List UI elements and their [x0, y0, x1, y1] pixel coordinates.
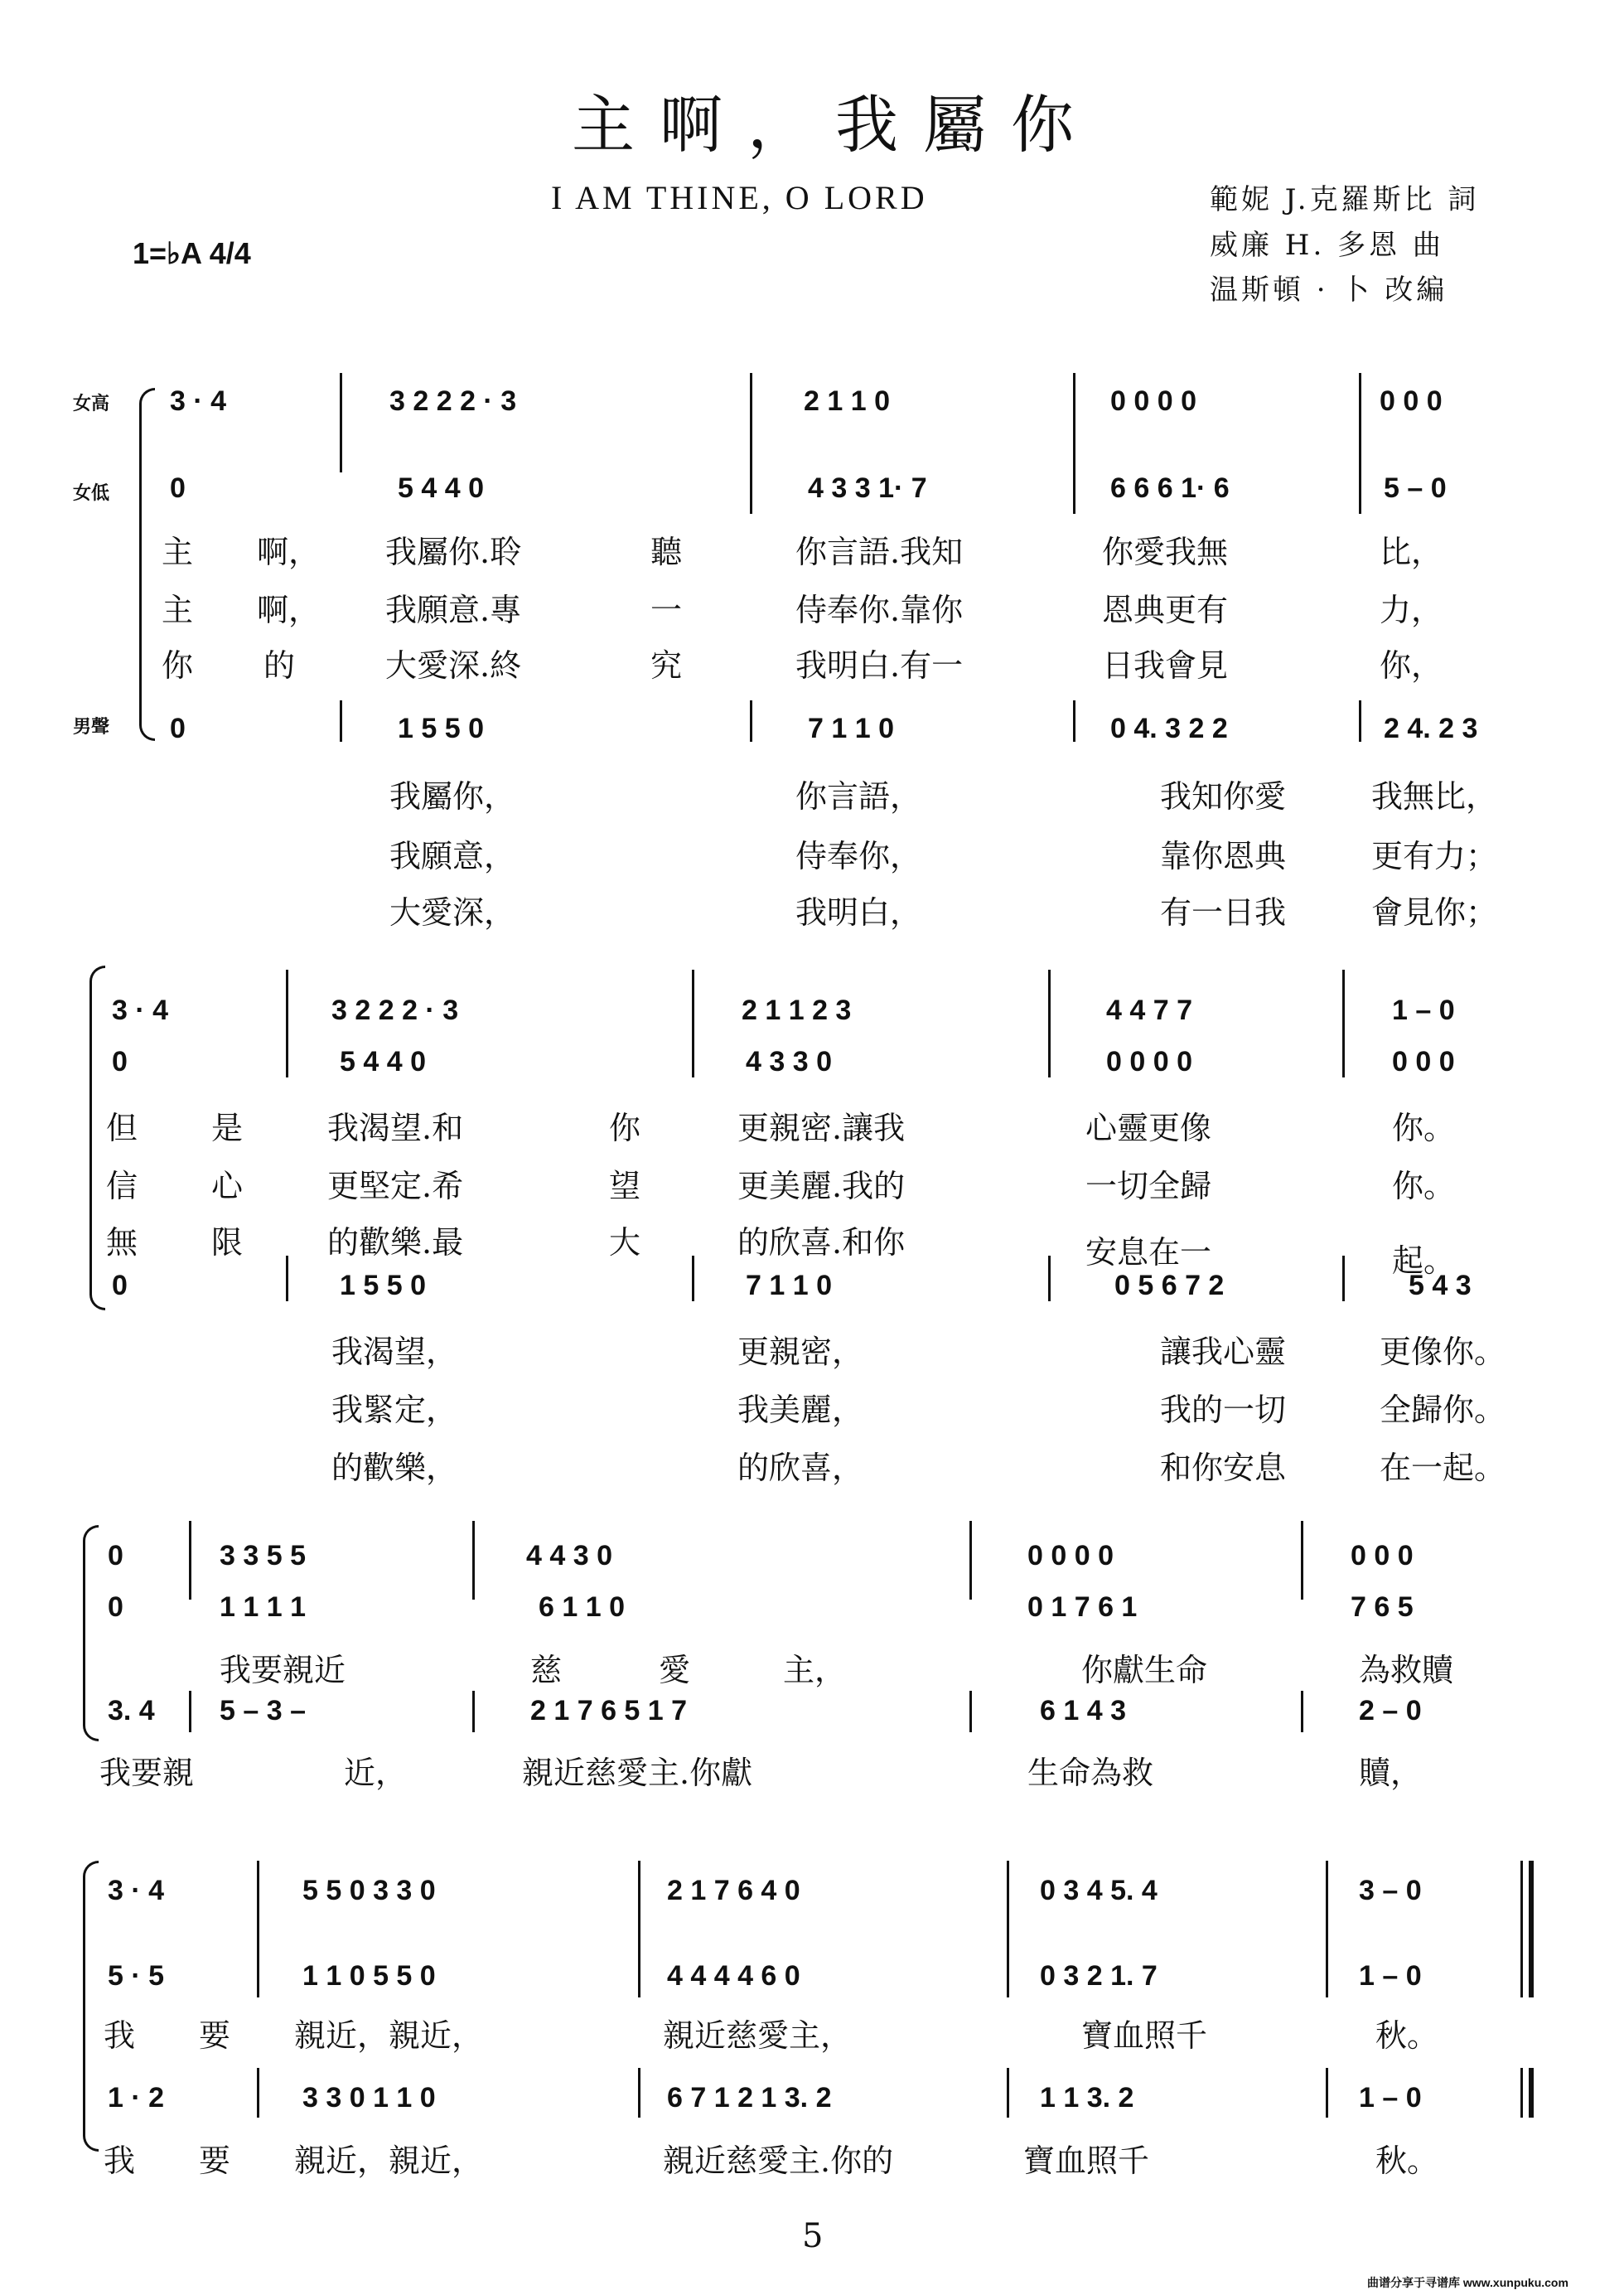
- lyric: 我明白.有一: [795, 647, 964, 684]
- men-lyric: 要: [199, 2142, 231, 2179]
- alto-measure: 4 3 3 0: [746, 1046, 832, 1077]
- men-lyric: 我願意，: [389, 838, 516, 874]
- soprano-measure: 3 3 5 5: [220, 1540, 306, 1571]
- men-measure: 5 – 3 –: [220, 1695, 306, 1726]
- lyric: 要: [199, 2017, 231, 2054]
- lyric: 的歡樂.最: [327, 1224, 464, 1261]
- men-lyric: 你言語，: [795, 778, 922, 815]
- alto-measure: 5 4 4 0: [340, 1046, 426, 1077]
- lyric: 你，: [1380, 647, 1443, 684]
- lyric: 親近，親近，: [294, 2017, 484, 2054]
- soprano-measure: 4 4 7 7: [1106, 995, 1192, 1026]
- lyric: 更親密.讓我: [737, 1110, 906, 1146]
- lyric: 主: [162, 592, 194, 628]
- lyric: 你: [609, 1110, 641, 1146]
- alto-measure: 5 4 4 0: [398, 472, 484, 504]
- lyric: 啊，: [257, 592, 321, 628]
- men-measure: 2 4. 2 3: [1384, 713, 1478, 744]
- lyric: 大: [609, 1224, 641, 1261]
- men-lyric: 秋。: [1375, 2142, 1439, 2179]
- english-subtitle: I AM THINE, O LORD: [551, 179, 928, 216]
- lyric: 慈: [530, 1652, 563, 1688]
- men-lyric: 我要親: [99, 1755, 195, 1791]
- lyric: 安息在一: [1085, 1234, 1212, 1271]
- lyric: 我渴望.和: [327, 1110, 464, 1146]
- soprano-measure: 5 5 0 3 3 0: [302, 1875, 436, 1906]
- men-measure: 0 5 6 7 2: [1114, 1270, 1225, 1301]
- alto-measure: 0 0 0: [1392, 1046, 1455, 1077]
- alto-measure: 6 1 1 0: [539, 1591, 625, 1623]
- alto-measure: 0: [108, 1591, 123, 1623]
- lyric: 更堅定.希: [327, 1168, 464, 1204]
- lyric: 一切全歸: [1085, 1168, 1212, 1204]
- men-lyric: 和你安息: [1160, 1450, 1287, 1486]
- men-lyric: 大愛深，: [389, 894, 516, 931]
- lyric: 為救贖: [1359, 1652, 1454, 1688]
- men-measure: 1 5 5 0: [340, 1270, 426, 1301]
- soprano-measure: 1 – 0: [1392, 995, 1455, 1026]
- men-measure: 0: [170, 713, 186, 744]
- men-lyric: 贖，: [1359, 1755, 1423, 1791]
- lyric: 啊，: [257, 534, 321, 570]
- lyric: 更美麗.我的: [737, 1168, 906, 1204]
- lyric: 恩典更有: [1102, 592, 1229, 628]
- men-measure: 3. 4: [108, 1695, 155, 1726]
- lyric: 你: [162, 647, 194, 684]
- alto-measure: 0: [112, 1046, 128, 1077]
- soprano-measure: 3 – 0: [1359, 1875, 1422, 1906]
- lyric: 心靈更像: [1085, 1110, 1212, 1146]
- men-lyric: 近，: [344, 1755, 408, 1791]
- men-lyric: 我: [104, 2142, 136, 2179]
- soprano-measure: 3 · 4: [170, 385, 227, 417]
- lyric: 一: [650, 592, 683, 628]
- voice-label-alto: 女低: [73, 482, 110, 504]
- footer-credit: 曲谱分享于寻谱库 www.xunpuku.com: [1367, 2276, 1568, 2289]
- alto-measure: 7 6 5: [1351, 1591, 1414, 1623]
- credit-lyricist: 範妮 J.克羅斯比 詞: [1210, 183, 1480, 216]
- soprano-measure: 3 2 2 2 · 3: [331, 995, 459, 1026]
- lyric: 我願意.專: [385, 592, 522, 628]
- soprano-measure: 2 1 7 6 4 0: [667, 1875, 800, 1906]
- men-lyric: 靠你恩典: [1160, 838, 1287, 874]
- alto-measure: 5 · 5: [108, 1960, 165, 1992]
- men-measure: 0 4. 3 2 2: [1110, 713, 1228, 744]
- alto-measure: 1 1 0 5 5 0: [302, 1960, 436, 1992]
- lyric: 侍奉你.靠你: [795, 592, 964, 628]
- men-lyric: 親近慈愛主.你的: [663, 2142, 894, 2179]
- credit-composer: 威廉 H. 多恩 曲: [1210, 229, 1444, 262]
- men-lyric: 我的一切: [1160, 1392, 1287, 1428]
- lyric: 你獻生命: [1081, 1652, 1208, 1688]
- lyric: 我要親近: [220, 1652, 346, 1688]
- soprano-measure: 3 2 2 2 · 3: [389, 385, 517, 417]
- men-lyric: 親近，親近，: [294, 2142, 484, 2179]
- lyric: 日我會見: [1102, 647, 1229, 684]
- lyric: 寶血照千: [1081, 2017, 1208, 2054]
- lyric: 主: [162, 534, 194, 570]
- men-measure: 1 1 3. 2: [1040, 2082, 1134, 2113]
- men-measure: 6 1 4 3: [1040, 1695, 1126, 1726]
- men-measure: 1 – 0: [1359, 2082, 1422, 2113]
- lyric: 主，: [783, 1652, 847, 1688]
- alto-measure: 0 1 7 6 1: [1027, 1591, 1138, 1623]
- lyric: 你。: [1392, 1168, 1456, 1204]
- men-lyric: 我明白，: [795, 894, 922, 931]
- men-measure: 1 5 5 0: [398, 713, 484, 744]
- men-measure: 7 1 1 0: [808, 713, 894, 744]
- men-lyric: 我屬你，: [389, 778, 516, 815]
- men-measure: 1 · 2: [108, 2082, 165, 2113]
- men-lyric: 更親密，: [737, 1334, 864, 1370]
- men-lyric: 有一日我: [1160, 894, 1287, 931]
- men-measure: 3 3 0 1 1 0: [302, 2082, 436, 2113]
- soprano-measure: 4 4 3 0: [526, 1540, 612, 1571]
- soprano-measure: 3 · 4: [112, 995, 169, 1026]
- page-number: 5: [802, 2217, 824, 2255]
- lyric: 聽: [650, 534, 683, 570]
- lyric: 我: [104, 2017, 136, 2054]
- men-measure: 2 1 7 6 5 1 7: [530, 1695, 688, 1726]
- lyric: 無: [106, 1224, 138, 1261]
- alto-measure: 0 3 2 1. 7: [1040, 1960, 1158, 1992]
- men-lyric: 更有力；: [1371, 838, 1498, 874]
- men-lyric: 我渴望，: [331, 1334, 458, 1370]
- lyric: 望: [609, 1168, 641, 1204]
- men-measure: 6 7 1 2 1 3. 2: [667, 2082, 832, 2113]
- men-lyric: 的歡樂，: [331, 1450, 458, 1486]
- men-measure: 7 1 1 0: [746, 1270, 832, 1301]
- alto-measure: 1 1 1 1: [220, 1591, 306, 1623]
- soprano-measure: 0 0 0 0: [1110, 385, 1196, 417]
- soprano-measure: 0 0 0: [1380, 385, 1443, 417]
- soprano-measure: 0 0 0 0: [1027, 1540, 1114, 1571]
- lyric: 是: [211, 1110, 244, 1146]
- alto-measure: 5 – 0: [1384, 472, 1447, 504]
- lyric: 秋。: [1375, 2017, 1439, 2054]
- lyric: 你。: [1392, 1110, 1456, 1146]
- lyric: 你言語.我知: [795, 534, 964, 570]
- lyric: 的: [263, 647, 296, 684]
- alto-measure: 4 4 4 4 6 0: [667, 1960, 800, 1992]
- lyric: 力，: [1380, 592, 1443, 628]
- voice-label-men: 男聲: [73, 716, 110, 738]
- lyric: 限: [211, 1224, 244, 1261]
- lyric: 你愛我無: [1102, 534, 1229, 570]
- page-title: 主啊，我屬你: [572, 88, 1099, 162]
- voice-label-soprano: 女高: [73, 393, 110, 414]
- men-lyric: 侍奉你，: [795, 838, 922, 874]
- soprano-measure: 2 1 1 2 3: [742, 995, 852, 1026]
- alto-measure: 0: [170, 472, 186, 504]
- men-lyric: 會見你；: [1371, 894, 1498, 931]
- lyric: 心: [211, 1168, 244, 1204]
- men-lyric: 親近慈愛主.你獻: [522, 1755, 753, 1791]
- men-lyric: 生命為救: [1027, 1755, 1154, 1791]
- men-measure: 2 – 0: [1359, 1695, 1422, 1726]
- soprano-measure: 3 · 4: [108, 1875, 165, 1906]
- soprano-measure: 0: [108, 1540, 123, 1571]
- alto-measure: 1 – 0: [1359, 1960, 1422, 1992]
- men-lyric: 在一起。: [1380, 1450, 1506, 1486]
- men-lyric: 全歸你。: [1380, 1392, 1506, 1428]
- men-measure: 0: [112, 1270, 128, 1301]
- lyric: 比，: [1380, 534, 1443, 570]
- men-lyric: 讓我心靈: [1160, 1334, 1287, 1370]
- soprano-measure: 0 0 0: [1351, 1540, 1414, 1571]
- alto-measure: 6 6 6 1· 6: [1110, 472, 1230, 504]
- lyric: 我屬你.聆: [385, 534, 522, 570]
- men-lyric: 更像你。: [1380, 1334, 1506, 1370]
- lyric: 信: [106, 1168, 138, 1204]
- men-lyric: 我美麗，: [737, 1392, 864, 1428]
- lyric: 但: [106, 1110, 138, 1146]
- men-lyric: 的欣喜，: [737, 1450, 864, 1486]
- lyric: 起。: [1392, 1242, 1456, 1279]
- men-lyric: 我緊定，: [331, 1392, 458, 1428]
- men-lyric: 我無比，: [1371, 778, 1498, 815]
- soprano-measure: 2 1 1 0: [804, 385, 890, 417]
- soprano-measure: 0 3 4 5. 4: [1040, 1875, 1158, 1906]
- men-lyric: 我知你愛: [1160, 778, 1287, 815]
- alto-measure: 0 0 0 0: [1106, 1046, 1192, 1077]
- lyric: 親近慈愛主，: [663, 2017, 853, 2054]
- credit-arranger: 温斯頓 · 卜 改編: [1210, 274, 1448, 307]
- men-measure: 5 4 3: [1409, 1270, 1472, 1301]
- key-signature: 1=♭A 4/4: [133, 236, 251, 270]
- lyric: 的欣喜.和你: [737, 1224, 906, 1261]
- lyric: 愛: [659, 1652, 691, 1688]
- lyric: 大愛深.終: [385, 647, 522, 684]
- lyric: 究: [650, 647, 683, 684]
- men-lyric: 寶血照千: [1023, 2142, 1150, 2179]
- alto-measure: 4 3 3 1· 7: [808, 472, 927, 504]
